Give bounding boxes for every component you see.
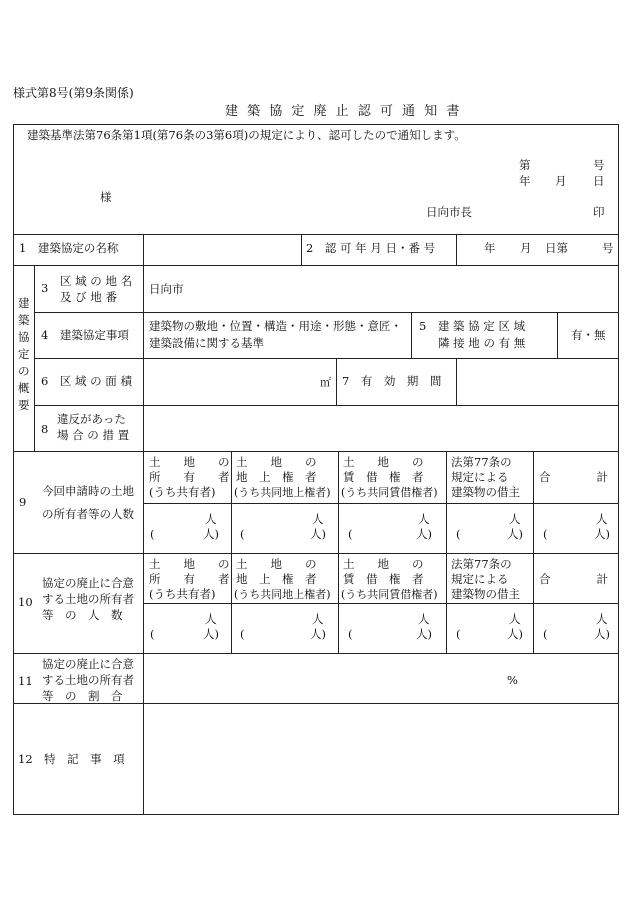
r9-lease-2: 賃 借 権 者 [343, 470, 424, 484]
r9-art77-paren-close: 人) [507, 527, 523, 541]
r10-total-paren-close: 人) [594, 627, 610, 641]
notice-no-suffix: 号 [593, 158, 605, 172]
r10-art77-2: 規定による [451, 572, 509, 586]
row8-label-1: 違反があった [57, 412, 126, 426]
r9-lease-1: 土 地 の [343, 455, 424, 469]
r9-art77-2: 規定による [451, 470, 509, 484]
r10-owner-1: 土 地 の [149, 557, 230, 571]
row4-label: 4 建築協定事項 [41, 328, 129, 342]
r9-surface-2: 地 上 権 者 [236, 470, 317, 484]
r9-owner-paren-open: ( [150, 527, 155, 541]
row7-label: 7 有 効 期 間 [342, 374, 442, 388]
row2-go: 号 [602, 241, 614, 255]
row9-no: 9 [19, 495, 27, 509]
r9-owner-2: 所 有 者 [149, 470, 230, 484]
r10-lease-3: (うち共同賃借権者) [341, 588, 438, 601]
row11-label-3: 等 の 割 合 [42, 689, 123, 703]
r10-surface-paren-open: ( [240, 627, 245, 641]
group-label-char: 建 [18, 296, 30, 310]
r10-owner-paren-close: 人) [203, 627, 219, 641]
notice-month: 月 [555, 174, 567, 188]
r9-total-count-unit: 人 [596, 512, 608, 526]
row5-label-1: 5 建 築 協 定 区 域 [419, 319, 526, 333]
row2-month: 月 [520, 241, 532, 255]
row11-label-2: する土地の所有者 [42, 673, 134, 687]
group-label-char: 定 [18, 347, 30, 361]
r10-art77-paren-close: 人) [507, 627, 523, 641]
row1-label: 1 建築協定の名称 [19, 241, 119, 255]
notice-statement: 建築基準法第76条第1項(第76条の3第6項)の規定により、認可したので通知します。 [27, 128, 466, 142]
r10-owner-3: (うち共有者) [149, 587, 216, 601]
row9-label-2: の所有者等の人数 [42, 507, 134, 521]
r9-surface-3: (うち共同地上権者) [234, 486, 331, 499]
row5-value: 有・無 [571, 328, 606, 342]
row6-label: 6 区 域 の 面 積 [41, 374, 132, 388]
row11-unit: % [507, 673, 518, 687]
r9-total: 合 計 [539, 470, 608, 484]
r9-lease-count-unit: 人 [418, 512, 430, 526]
form-number: 様式第8号(第9条関係) [13, 86, 134, 100]
row10-label-1: 協定の廃止に合意 [42, 576, 134, 590]
r10-lease-paren-close: 人) [416, 627, 432, 641]
r9-lease-3: (うち共同賃借権者) [341, 486, 438, 499]
row3-label-1: 区 域 の 地 名 [60, 274, 133, 288]
notice-no-prefix: 第 [519, 158, 531, 172]
r9-total-paren-close: 人) [594, 527, 610, 541]
r10-total-count-unit: 人 [596, 612, 608, 626]
r9-art77-paren-open: ( [456, 527, 461, 541]
group-label-char: 協 [18, 330, 30, 344]
row3-label-2: 及 び 地 番 [60, 290, 117, 304]
group-label-char: 要 [18, 398, 30, 412]
r9-surface-paren-open: ( [240, 527, 245, 541]
row10-label-2: する土地の所有者 [42, 592, 134, 606]
row8-no: 8 [41, 422, 49, 436]
r9-surface-paren-close: 人) [310, 527, 326, 541]
row5-label-2: 隣 接 地 の 有 無 [438, 336, 526, 350]
r9-owner-paren-close: 人) [203, 527, 219, 541]
r10-lease-paren-open: ( [348, 627, 353, 641]
addressee-suffix: 様 [100, 190, 112, 204]
r9-owner-count-unit: 人 [205, 512, 217, 526]
r9-owner-1: 土 地 の [149, 455, 230, 469]
r9-total-paren-open: ( [543, 527, 548, 541]
group-label-char: 概 [18, 381, 30, 395]
row12-label: 12 特 記 事 項 [18, 752, 125, 766]
row6-unit: ㎡ [320, 376, 331, 389]
r10-owner-paren-open: ( [150, 627, 155, 641]
r10-surface-2: 地 上 権 者 [236, 572, 317, 586]
group-label-char: 築 [18, 313, 30, 327]
row10-no: 10 [18, 595, 33, 609]
seal-mark: 印 [593, 205, 605, 219]
row2-year: 年 [484, 241, 496, 255]
r9-lease-paren-open: ( [348, 527, 353, 541]
page-title: 建 築 協 定 廃 止 認 可 通 知 書 [225, 104, 462, 119]
row4-value-1: 建築物の敷地・位置・構造・用途・形態・意匠・ [149, 319, 402, 333]
notice-day: 日 [593, 174, 605, 188]
row8-label-2: 場 合 の 措 置 [57, 428, 130, 442]
row10-label-3: 等 の 人 数 [42, 608, 123, 622]
row9-label-1: 今回申請時の土地 [42, 484, 134, 498]
row11-label-1: 協定の廃止に合意 [42, 657, 134, 671]
r10-total-paren-open: ( [543, 627, 548, 641]
r10-surface-count-unit: 人 [312, 612, 324, 626]
r9-surface-1: 土 地 の [236, 455, 317, 469]
r10-lease-2: 賃 借 権 者 [343, 572, 424, 586]
r10-surface-1: 土 地 の [236, 557, 317, 571]
r9-owner-3: (うち共有者) [149, 485, 216, 499]
r9-lease-paren-close: 人) [416, 527, 432, 541]
r10-surface-paren-close: 人) [310, 627, 326, 641]
issuer-name: 日向市長 [426, 205, 472, 219]
r9-art77-count-unit: 人 [509, 512, 521, 526]
r10-owner-count-unit: 人 [205, 612, 217, 626]
group-label-char: の [18, 364, 30, 378]
row2-day-no: 日第 [545, 241, 568, 255]
row4-value-2: 建築設備に関する基準 [149, 336, 264, 350]
row3-value: 日向市 [149, 282, 184, 296]
r10-art77-1: 法第77条の [451, 557, 512, 571]
r10-owner-2: 所 有 者 [149, 572, 230, 586]
r9-surface-count-unit: 人 [312, 512, 324, 526]
r9-art77-1: 法第77条の [451, 455, 512, 469]
row11-no: 11 [18, 674, 33, 688]
r10-art77-3: 建築物の借主 [451, 587, 520, 601]
r9-art77-3: 建築物の借主 [451, 485, 520, 499]
row3-no: 3 [41, 281, 49, 295]
r10-total: 合 計 [539, 572, 608, 586]
r10-art77-paren-open: ( [456, 627, 461, 641]
notice-year: 年 [519, 174, 531, 188]
r10-art77-count-unit: 人 [509, 612, 521, 626]
r10-surface-3: (うち共同地上権者) [234, 588, 331, 601]
row2-label: 2 認 可 年 月 日・番 号 [306, 241, 436, 255]
r10-lease-count-unit: 人 [418, 612, 430, 626]
r10-lease-1: 土 地 の [343, 557, 424, 571]
